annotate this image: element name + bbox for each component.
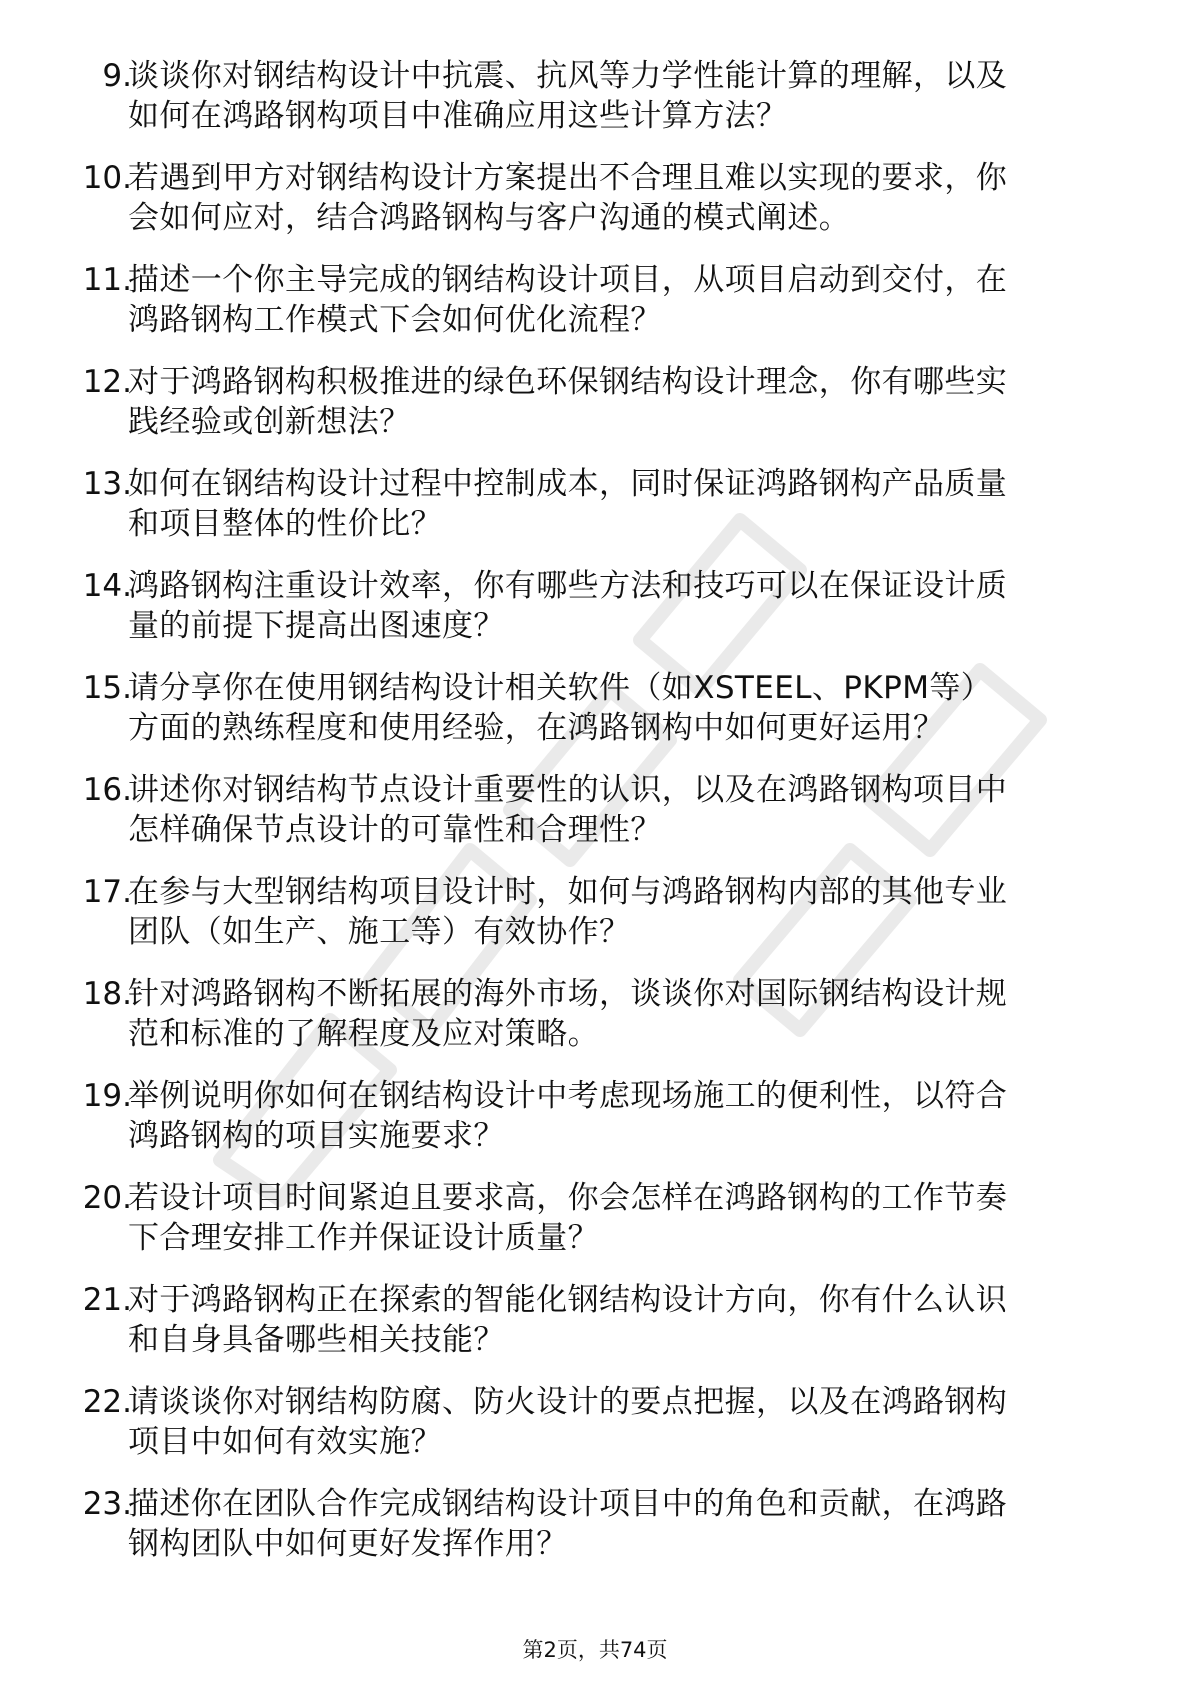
question-line: 项目中如何有效实施？: [128, 1424, 442, 1460]
question-number: 11.: [82, 262, 132, 298]
question-line: 请分享你在使用钢结构设计相关软件（如XSTEEL、PKPM等）: [128, 670, 993, 706]
question-line: 和项目整体的性价比？: [128, 506, 442, 542]
question-line: 团队（如生产、施工等）有效协作？: [128, 914, 631, 950]
question-number: 22.: [82, 1384, 132, 1420]
question-number: 18.: [82, 976, 132, 1012]
question-item: [0, 1474, 1190, 1576]
question-number: 14.: [82, 568, 132, 604]
question-text: [128, 158, 1118, 238]
question-text: [128, 668, 1118, 748]
question-line: 描述一个你主导完成的钢结构设计项目，从项目启动到交付，在: [128, 262, 1008, 298]
question-number: 10.: [82, 160, 132, 196]
question-number: 23.: [82, 1486, 132, 1522]
question-number: 20.: [82, 1180, 132, 1216]
question-item: [0, 964, 1190, 1066]
question-item: [0, 1066, 1190, 1168]
question-number: 9.: [102, 58, 132, 94]
question-text: [128, 260, 1118, 340]
question-text: [128, 1382, 1118, 1462]
question-line: 请谈谈你对钢结构防腐、防火设计的要点把握，以及在鸿路钢构: [128, 1384, 1008, 1420]
question-item: [0, 658, 1190, 760]
question-line: 若遇到甲方对钢结构设计方案提出不合理且难以实现的要求，你: [128, 160, 1008, 196]
question-item: [0, 1372, 1190, 1474]
question-number: 17.: [82, 874, 132, 910]
question-line: 量的前提下提高出图速度？: [128, 608, 505, 644]
page-number-footer: 第2页，共74页: [522, 1638, 668, 1662]
question-text: [128, 1076, 1118, 1156]
question-number: 12.: [82, 364, 132, 400]
question-line: 举例说明你如何在钢结构设计中考虑现场施工的便利性，以符合: [128, 1078, 1008, 1114]
question-line: 如何在鸿路钢构项目中准确应用这些计算方法？: [128, 98, 788, 134]
question-item: [0, 1168, 1190, 1270]
question-number: 19.: [82, 1078, 132, 1114]
question-text: [128, 1280, 1118, 1360]
question-line: 鸿路钢构工作模式下会如何优化流程？: [128, 302, 662, 338]
question-line: 谈谈你对钢结构设计中抗震、抗风等力学性能计算的理解，以及: [128, 58, 1008, 94]
question-line: 下合理安排工作并保证设计质量？: [128, 1220, 599, 1256]
question-line: 钢构团队中如何更好发挥作用？: [128, 1526, 568, 1562]
question-item: [0, 1270, 1190, 1372]
question-line: 在参与大型钢结构项目设计时，如何与鸿路钢构内部的其他专业: [128, 874, 1008, 910]
question-line: 对于鸿路钢构积极推进的绿色环保钢结构设计理念，你有哪些实: [128, 364, 1008, 400]
question-text: [128, 1484, 1118, 1564]
question-text: [128, 974, 1118, 1054]
question-line: 方面的熟练程度和使用经验，在鸿路钢构中如何更好运用？: [128, 710, 945, 746]
question-number: 13.: [82, 466, 132, 502]
question-line: 怎样确保节点设计的可靠性和合理性？: [128, 812, 662, 848]
question-list: [0, 46, 1190, 1576]
question-item: [0, 148, 1190, 250]
question-text: [128, 566, 1118, 646]
question-item: [0, 862, 1190, 964]
question-item: [0, 250, 1190, 352]
question-line: 和自身具备哪些相关技能？: [128, 1322, 505, 1358]
question-line: 若设计项目时间紧迫且要求高，你会怎样在鸿路钢构的工作节奏: [128, 1180, 1008, 1216]
question-line: 践经验或创新想法？: [128, 404, 411, 440]
question-item: [0, 46, 1190, 148]
question-text: [128, 872, 1118, 952]
question-number: 21.: [82, 1282, 132, 1318]
question-number: 15.: [82, 670, 132, 706]
question-text: [128, 464, 1118, 544]
question-text: [128, 770, 1118, 850]
question-item: [0, 556, 1190, 658]
question-line: 鸿路钢构注重设计效率，你有哪些方法和技巧可以在保证设计质: [128, 568, 1008, 604]
question-item: [0, 760, 1190, 862]
question-line: 针对鸿路钢构不断拓展的海外市场，谈谈你对国际钢结构设计规: [128, 976, 1008, 1012]
question-line: 会如何应对，结合鸿路钢构与客户沟通的模式阐述。: [128, 200, 851, 236]
question-line: 鸿路钢构的项目实施要求？: [128, 1118, 505, 1154]
question-line: 对于鸿路钢构正在探索的智能化钢结构设计方向，你有什么认识: [128, 1282, 1008, 1318]
question-line: 如何在钢结构设计过程中控制成本，同时保证鸿路钢构产品质量: [128, 466, 1008, 502]
question-text: [128, 1178, 1118, 1258]
question-number: 16.: [82, 772, 132, 808]
question-text: [128, 56, 1118, 136]
question-text: [128, 362, 1118, 442]
question-line: 讲述你对钢结构节点设计重要性的认识，以及在鸿路钢构项目中: [128, 772, 1008, 808]
question-item: [0, 352, 1190, 454]
question-line: 描述你在团队合作完成钢结构设计项目中的角色和贡献，在鸿路: [128, 1486, 1008, 1522]
question-item: [0, 454, 1190, 556]
question-line: 范和标准的了解程度及应对策略。: [128, 1016, 599, 1052]
